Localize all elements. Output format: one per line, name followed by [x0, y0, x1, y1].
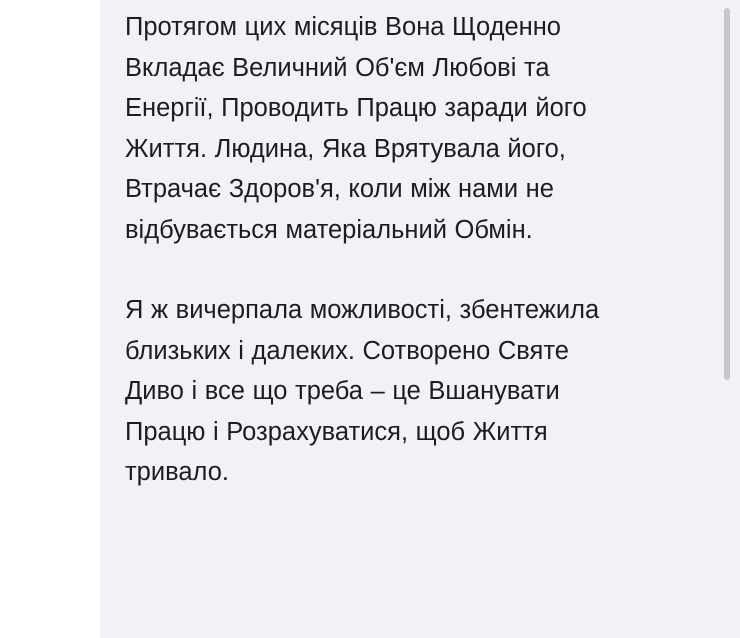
message-paragraph-1: Протягом цих місяців Вона Щоденно Вкладає Величний Об'єм Любові та Енергії, Проводить Працю заради його Життя. Людина, Яка Врятувала його, Втрачає Здоров'я, коли між нами не відбувається матеріальний Обмін.: [125, 13, 587, 244]
message-text-body: [125, 0, 625, 493]
scrollbar-track[interactable]: [729, 0, 735, 638]
paragraph-spacer: [125, 250, 625, 290]
message-paragraph-2: Я ж вичерпала можливості, збентежила близьких і далеких. Сотворено Святе Диво і все що треба – це Вшанувати Працю і Розрахуватися, щоб Життя тривало.: [125, 296, 600, 486]
message-panel: [100, 0, 740, 638]
left-gutter: [0, 0, 100, 638]
scrollbar-thumb[interactable]: [724, 8, 730, 380]
